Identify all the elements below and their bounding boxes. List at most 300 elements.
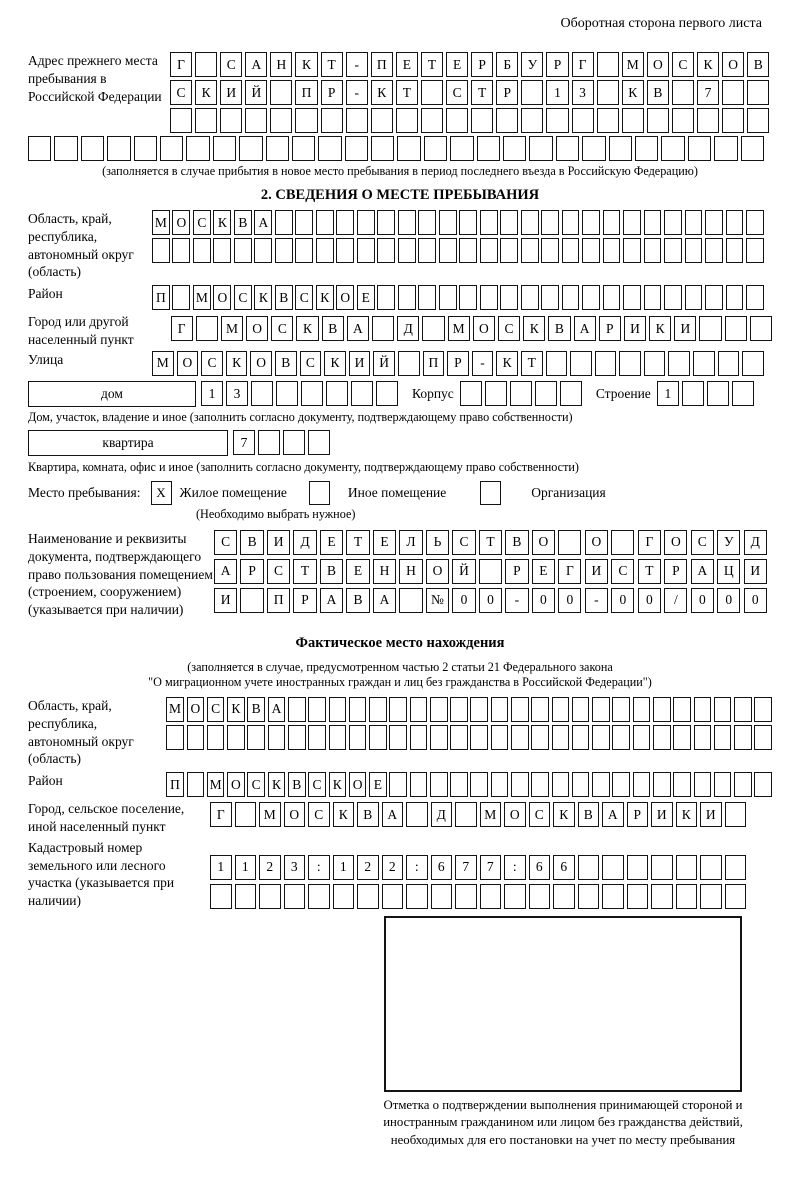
char-cell[interactable] bbox=[633, 772, 651, 797]
char-cell[interactable]: 3 bbox=[572, 80, 594, 105]
char-cell[interactable] bbox=[521, 80, 543, 105]
char-cell[interactable]: Й bbox=[373, 351, 395, 376]
char-cell[interactable]: К bbox=[553, 802, 575, 827]
char-cell[interactable] bbox=[318, 136, 341, 161]
char-cell[interactable] bbox=[673, 772, 691, 797]
char-cell[interactable]: Д bbox=[431, 802, 453, 827]
char-cell[interactable]: Д bbox=[293, 530, 316, 555]
char-cell[interactable]: 0 bbox=[452, 588, 475, 613]
char-cell[interactable] bbox=[234, 238, 252, 263]
char-cell[interactable] bbox=[546, 351, 568, 376]
char-cell[interactable] bbox=[742, 351, 764, 376]
char-cell[interactable]: П bbox=[423, 351, 445, 376]
char-cell[interactable] bbox=[455, 884, 477, 909]
char-cell[interactable]: А bbox=[268, 697, 286, 722]
char-cell[interactable] bbox=[697, 108, 719, 133]
char-cell[interactable]: С bbox=[234, 285, 252, 310]
char-cell[interactable]: О bbox=[336, 285, 354, 310]
char-cell[interactable]: О bbox=[722, 52, 744, 77]
char-cell[interactable] bbox=[511, 772, 529, 797]
char-cell[interactable] bbox=[633, 725, 651, 750]
char-cell[interactable]: В bbox=[247, 697, 265, 722]
char-cell[interactable]: С bbox=[247, 772, 265, 797]
char-cell[interactable] bbox=[633, 697, 651, 722]
kadastr-row-2[interactable] bbox=[210, 884, 746, 909]
char-cell[interactable]: О bbox=[473, 316, 495, 341]
char-cell[interactable]: 0 bbox=[611, 588, 634, 613]
char-cell[interactable]: С bbox=[672, 52, 694, 77]
fact-oblast-row-1[interactable] bbox=[166, 697, 772, 722]
char-cell[interactable] bbox=[622, 108, 644, 133]
char-cell[interactable] bbox=[207, 725, 225, 750]
char-cell[interactable] bbox=[500, 238, 518, 263]
char-cell[interactable] bbox=[754, 772, 772, 797]
char-cell[interactable] bbox=[651, 884, 673, 909]
char-cell[interactable] bbox=[700, 884, 722, 909]
char-cell[interactable] bbox=[644, 238, 662, 263]
char-cell[interactable]: Т bbox=[521, 351, 543, 376]
char-cell[interactable] bbox=[397, 136, 420, 161]
char-cell[interactable] bbox=[389, 697, 407, 722]
char-cell[interactable] bbox=[570, 351, 592, 376]
char-cell[interactable] bbox=[511, 697, 529, 722]
char-cell[interactable] bbox=[603, 285, 621, 310]
char-cell[interactable] bbox=[500, 210, 518, 235]
char-cell[interactable]: Й bbox=[245, 80, 267, 105]
char-cell[interactable] bbox=[213, 238, 231, 263]
char-cell[interactable]: А bbox=[574, 316, 596, 341]
char-cell[interactable] bbox=[491, 697, 509, 722]
char-cell[interactable] bbox=[529, 136, 552, 161]
char-cell[interactable] bbox=[406, 884, 428, 909]
char-cell[interactable] bbox=[439, 285, 457, 310]
char-cell[interactable]: 6 bbox=[529, 855, 551, 880]
char-cell[interactable] bbox=[477, 136, 500, 161]
char-cell[interactable] bbox=[602, 855, 624, 880]
char-cell[interactable] bbox=[389, 772, 407, 797]
char-cell[interactable] bbox=[746, 238, 764, 263]
char-cell[interactable]: У bbox=[521, 52, 543, 77]
char-cell[interactable] bbox=[558, 530, 581, 555]
char-cell[interactable] bbox=[597, 52, 619, 77]
char-cell[interactable] bbox=[235, 884, 257, 909]
char-cell[interactable] bbox=[688, 136, 711, 161]
char-cell[interactable] bbox=[725, 884, 747, 909]
char-cell[interactable]: : bbox=[504, 855, 526, 880]
char-cell[interactable] bbox=[541, 238, 559, 263]
char-cell[interactable] bbox=[644, 351, 666, 376]
char-cell[interactable] bbox=[369, 725, 387, 750]
char-cell[interactable]: Д bbox=[744, 530, 767, 555]
char-cell[interactable]: Т bbox=[421, 52, 443, 77]
char-cell[interactable] bbox=[220, 108, 242, 133]
char-cell[interactable] bbox=[705, 210, 723, 235]
char-cell[interactable] bbox=[268, 725, 286, 750]
char-cell[interactable] bbox=[521, 238, 539, 263]
char-cell[interactable] bbox=[700, 855, 722, 880]
char-cell[interactable] bbox=[210, 884, 232, 909]
char-cell[interactable]: 3 bbox=[284, 855, 306, 880]
char-cell[interactable] bbox=[439, 238, 457, 263]
char-cell[interactable]: Р bbox=[321, 80, 343, 105]
char-cell[interactable] bbox=[504, 884, 526, 909]
char-cell[interactable]: М bbox=[448, 316, 470, 341]
char-cell[interactable] bbox=[172, 285, 190, 310]
char-cell[interactable]: К bbox=[226, 351, 248, 376]
char-cell[interactable] bbox=[187, 772, 205, 797]
char-cell[interactable] bbox=[410, 725, 428, 750]
char-cell[interactable] bbox=[470, 697, 488, 722]
char-cell[interactable]: Р bbox=[471, 52, 493, 77]
char-cell[interactable]: Е bbox=[369, 772, 387, 797]
char-cell[interactable]: Е bbox=[396, 52, 418, 77]
char-cell[interactable] bbox=[398, 351, 420, 376]
char-cell[interactable] bbox=[653, 725, 671, 750]
char-cell[interactable] bbox=[480, 238, 498, 263]
char-cell[interactable] bbox=[295, 238, 313, 263]
char-cell[interactable]: А bbox=[602, 802, 624, 827]
char-cell[interactable] bbox=[562, 210, 580, 235]
char-cell[interactable]: Е bbox=[320, 530, 343, 555]
char-cell[interactable] bbox=[597, 80, 619, 105]
char-cell[interactable] bbox=[455, 802, 477, 827]
oblast-row-1[interactable] bbox=[152, 210, 764, 235]
char-cell[interactable] bbox=[521, 285, 539, 310]
char-cell[interactable]: К bbox=[254, 285, 272, 310]
char-cell[interactable] bbox=[661, 136, 684, 161]
char-cell[interactable] bbox=[406, 802, 428, 827]
char-cell[interactable]: 0 bbox=[691, 588, 714, 613]
char-cell[interactable] bbox=[491, 725, 509, 750]
char-cell[interactable]: 1 bbox=[235, 855, 257, 880]
char-cell[interactable] bbox=[582, 136, 605, 161]
char-cell[interactable]: № bbox=[426, 588, 449, 613]
char-cell[interactable] bbox=[572, 697, 590, 722]
char-cell[interactable]: М bbox=[193, 285, 211, 310]
char-cell[interactable] bbox=[693, 351, 715, 376]
char-cell[interactable]: С bbox=[300, 351, 322, 376]
char-cell[interactable]: Г bbox=[558, 559, 581, 584]
char-cell[interactable]: И bbox=[220, 80, 242, 105]
char-cell[interactable]: И bbox=[700, 802, 722, 827]
char-cell[interactable] bbox=[612, 697, 630, 722]
char-cell[interactable] bbox=[746, 210, 764, 235]
char-cell[interactable] bbox=[107, 136, 130, 161]
char-cell[interactable] bbox=[511, 725, 529, 750]
char-cell[interactable] bbox=[746, 285, 764, 310]
char-cell[interactable] bbox=[612, 772, 630, 797]
char-cell[interactable]: 1 bbox=[210, 855, 232, 880]
dom-cells[interactable] bbox=[201, 381, 398, 406]
char-cell[interactable] bbox=[722, 108, 744, 133]
char-cell[interactable] bbox=[275, 238, 293, 263]
stroenie-cells[interactable] bbox=[657, 381, 754, 406]
char-cell[interactable]: С bbox=[529, 802, 551, 827]
korpus-cells[interactable] bbox=[460, 381, 582, 406]
other-premises-checkbox[interactable] bbox=[309, 481, 330, 505]
char-cell[interactable] bbox=[685, 238, 703, 263]
char-cell[interactable]: Г bbox=[210, 802, 232, 827]
char-cell[interactable] bbox=[283, 430, 305, 455]
char-cell[interactable]: А bbox=[691, 559, 714, 584]
char-cell[interactable] bbox=[612, 725, 630, 750]
char-cell[interactable]: О bbox=[647, 52, 669, 77]
char-cell[interactable] bbox=[439, 210, 457, 235]
char-cell[interactable]: О bbox=[172, 210, 190, 235]
char-cell[interactable] bbox=[424, 136, 447, 161]
char-cell[interactable]: И bbox=[624, 316, 646, 341]
char-cell[interactable]: В bbox=[240, 530, 263, 555]
char-cell[interactable] bbox=[270, 80, 292, 105]
char-cell[interactable] bbox=[552, 725, 570, 750]
char-cell[interactable] bbox=[459, 285, 477, 310]
char-cell[interactable] bbox=[562, 285, 580, 310]
char-cell[interactable]: Т bbox=[346, 530, 369, 555]
char-cell[interactable]: - bbox=[585, 588, 608, 613]
char-cell[interactable] bbox=[541, 210, 559, 235]
char-cell[interactable]: Г bbox=[171, 316, 193, 341]
char-cell[interactable]: В bbox=[747, 52, 769, 77]
char-cell[interactable]: О bbox=[187, 697, 205, 722]
char-cell[interactable] bbox=[152, 238, 170, 263]
char-cell[interactable] bbox=[410, 772, 428, 797]
char-cell[interactable]: 2 bbox=[382, 855, 404, 880]
fact-raion-row[interactable] bbox=[166, 772, 772, 797]
char-cell[interactable] bbox=[292, 136, 315, 161]
char-cell[interactable]: Е bbox=[357, 285, 375, 310]
char-cell[interactable] bbox=[619, 351, 641, 376]
char-cell[interactable] bbox=[627, 855, 649, 880]
char-cell[interactable]: И bbox=[585, 559, 608, 584]
char-cell[interactable]: М bbox=[259, 802, 281, 827]
char-cell[interactable]: 0 bbox=[479, 588, 502, 613]
char-cell[interactable] bbox=[288, 697, 306, 722]
char-cell[interactable] bbox=[714, 772, 732, 797]
char-cell[interactable]: Р bbox=[599, 316, 621, 341]
char-cell[interactable] bbox=[470, 772, 488, 797]
char-cell[interactable] bbox=[705, 285, 723, 310]
char-cell[interactable]: П bbox=[295, 80, 317, 105]
oblast-row-2[interactable] bbox=[152, 238, 764, 263]
char-cell[interactable] bbox=[316, 210, 334, 235]
char-cell[interactable] bbox=[552, 772, 570, 797]
char-cell[interactable] bbox=[28, 136, 51, 161]
char-cell[interactable] bbox=[592, 772, 610, 797]
char-cell[interactable] bbox=[430, 725, 448, 750]
char-cell[interactable] bbox=[326, 381, 348, 406]
char-cell[interactable]: Д bbox=[397, 316, 419, 341]
fact-oblast-row-2[interactable] bbox=[166, 725, 772, 750]
char-cell[interactable]: Р bbox=[505, 559, 528, 584]
gorod-row[interactable] bbox=[171, 316, 773, 341]
char-cell[interactable] bbox=[592, 725, 610, 750]
char-cell[interactable]: Е bbox=[532, 559, 555, 584]
char-cell[interactable] bbox=[480, 884, 502, 909]
char-cell[interactable]: И bbox=[651, 802, 673, 827]
char-cell[interactable]: Е bbox=[446, 52, 468, 77]
char-cell[interactable] bbox=[685, 285, 703, 310]
char-cell[interactable]: Р bbox=[627, 802, 649, 827]
char-cell[interactable] bbox=[421, 80, 443, 105]
char-cell[interactable]: Ц bbox=[717, 559, 740, 584]
char-cell[interactable] bbox=[308, 430, 330, 455]
char-cell[interactable]: О bbox=[246, 316, 268, 341]
char-cell[interactable] bbox=[572, 772, 590, 797]
char-cell[interactable] bbox=[531, 697, 549, 722]
char-cell[interactable]: Т bbox=[321, 52, 343, 77]
char-cell[interactable] bbox=[725, 316, 747, 341]
char-cell[interactable] bbox=[754, 725, 772, 750]
char-cell[interactable] bbox=[422, 316, 444, 341]
char-cell[interactable] bbox=[726, 238, 744, 263]
char-cell[interactable]: К bbox=[227, 697, 245, 722]
char-cell[interactable] bbox=[270, 108, 292, 133]
char-cell[interactable] bbox=[503, 136, 526, 161]
char-cell[interactable] bbox=[734, 725, 752, 750]
char-cell[interactable]: М bbox=[166, 697, 184, 722]
char-cell[interactable]: О bbox=[349, 772, 367, 797]
char-cell[interactable]: К bbox=[316, 285, 334, 310]
char-cell[interactable]: Е bbox=[346, 559, 369, 584]
char-cell[interactable]: О bbox=[504, 802, 526, 827]
char-cell[interactable]: Р bbox=[546, 52, 568, 77]
char-cell[interactable] bbox=[676, 855, 698, 880]
char-cell[interactable] bbox=[714, 725, 732, 750]
char-cell[interactable] bbox=[259, 884, 281, 909]
prev-address-row-2[interactable] bbox=[170, 80, 769, 105]
char-cell[interactable]: И bbox=[267, 530, 290, 555]
char-cell[interactable]: К bbox=[333, 802, 355, 827]
kvartira-cells[interactable] bbox=[233, 430, 330, 455]
char-cell[interactable] bbox=[333, 884, 355, 909]
raion-row[interactable] bbox=[152, 285, 764, 310]
char-cell[interactable] bbox=[653, 772, 671, 797]
char-cell[interactable] bbox=[245, 108, 267, 133]
char-cell[interactable]: М bbox=[622, 52, 644, 77]
char-cell[interactable]: К bbox=[496, 351, 518, 376]
char-cell[interactable]: А bbox=[373, 588, 396, 613]
char-cell[interactable]: Т bbox=[471, 80, 493, 105]
char-cell[interactable] bbox=[377, 238, 395, 263]
char-cell[interactable] bbox=[357, 238, 375, 263]
char-cell[interactable] bbox=[651, 855, 673, 880]
char-cell[interactable] bbox=[396, 108, 418, 133]
char-cell[interactable] bbox=[377, 210, 395, 235]
char-cell[interactable] bbox=[754, 697, 772, 722]
char-cell[interactable]: К bbox=[295, 52, 317, 77]
char-cell[interactable] bbox=[430, 697, 448, 722]
char-cell[interactable] bbox=[195, 52, 217, 77]
char-cell[interactable]: В bbox=[505, 530, 528, 555]
char-cell[interactable]: В bbox=[578, 802, 600, 827]
doc-row-3[interactable] bbox=[214, 588, 767, 613]
char-cell[interactable] bbox=[685, 210, 703, 235]
char-cell[interactable]: Р bbox=[496, 80, 518, 105]
char-cell[interactable]: И bbox=[674, 316, 696, 341]
char-cell[interactable]: К bbox=[296, 316, 318, 341]
char-cell[interactable] bbox=[521, 108, 543, 133]
char-cell[interactable] bbox=[644, 210, 662, 235]
char-cell[interactable]: 1 bbox=[201, 381, 223, 406]
char-cell[interactable]: 1 bbox=[657, 381, 679, 406]
char-cell[interactable] bbox=[450, 697, 468, 722]
char-cell[interactable] bbox=[247, 725, 265, 750]
char-cell[interactable] bbox=[676, 884, 698, 909]
char-cell[interactable] bbox=[460, 381, 482, 406]
char-cell[interactable]: Н bbox=[399, 559, 422, 584]
char-cell[interactable] bbox=[553, 884, 575, 909]
char-cell[interactable] bbox=[372, 316, 394, 341]
char-cell[interactable] bbox=[750, 316, 772, 341]
char-cell[interactable] bbox=[496, 108, 518, 133]
char-cell[interactable] bbox=[597, 108, 619, 133]
char-cell[interactable] bbox=[734, 697, 752, 722]
char-cell[interactable]: С bbox=[452, 530, 475, 555]
char-cell[interactable] bbox=[308, 697, 326, 722]
char-cell[interactable] bbox=[295, 210, 313, 235]
char-cell[interactable] bbox=[254, 238, 272, 263]
char-cell[interactable] bbox=[421, 108, 443, 133]
char-cell[interactable] bbox=[172, 238, 190, 263]
char-cell[interactable]: 0 bbox=[717, 588, 740, 613]
char-cell[interactable] bbox=[170, 108, 192, 133]
organization-checkbox[interactable] bbox=[480, 481, 501, 505]
char-cell[interactable]: М bbox=[152, 351, 174, 376]
char-cell[interactable] bbox=[308, 884, 330, 909]
char-cell[interactable] bbox=[582, 238, 600, 263]
char-cell[interactable] bbox=[644, 285, 662, 310]
char-cell[interactable] bbox=[726, 285, 744, 310]
kadastr-row-1[interactable] bbox=[210, 855, 746, 880]
char-cell[interactable] bbox=[552, 697, 570, 722]
char-cell[interactable]: С bbox=[308, 772, 326, 797]
char-cell[interactable] bbox=[459, 210, 477, 235]
char-cell[interactable] bbox=[718, 351, 740, 376]
char-cell[interactable]: Г bbox=[170, 52, 192, 77]
char-cell[interactable] bbox=[160, 136, 183, 161]
char-cell[interactable]: 1 bbox=[546, 80, 568, 105]
char-cell[interactable] bbox=[707, 381, 729, 406]
char-cell[interactable]: 7 bbox=[697, 80, 719, 105]
char-cell[interactable] bbox=[418, 285, 436, 310]
char-cell[interactable]: К bbox=[649, 316, 671, 341]
char-cell[interactable] bbox=[193, 238, 211, 263]
char-cell[interactable] bbox=[336, 238, 354, 263]
char-cell[interactable]: 7 bbox=[480, 855, 502, 880]
ulitsa-row[interactable] bbox=[152, 351, 764, 376]
char-cell[interactable]: С bbox=[207, 697, 225, 722]
char-cell[interactable]: 7 bbox=[233, 430, 255, 455]
char-cell[interactable]: П bbox=[166, 772, 184, 797]
char-cell[interactable]: С bbox=[267, 559, 290, 584]
char-cell[interactable]: В bbox=[320, 559, 343, 584]
char-cell[interactable] bbox=[81, 136, 104, 161]
char-cell[interactable]: 0 bbox=[638, 588, 661, 613]
char-cell[interactable]: К bbox=[324, 351, 346, 376]
char-cell[interactable]: К bbox=[523, 316, 545, 341]
char-cell[interactable]: С bbox=[271, 316, 293, 341]
char-cell[interactable] bbox=[357, 884, 379, 909]
char-cell[interactable]: Б bbox=[496, 52, 518, 77]
char-cell[interactable] bbox=[521, 210, 539, 235]
char-cell[interactable]: А bbox=[245, 52, 267, 77]
char-cell[interactable]: С bbox=[308, 802, 330, 827]
char-cell[interactable] bbox=[673, 697, 691, 722]
char-cell[interactable] bbox=[491, 772, 509, 797]
char-cell[interactable]: Л bbox=[399, 530, 422, 555]
char-cell[interactable] bbox=[382, 884, 404, 909]
char-cell[interactable] bbox=[346, 108, 368, 133]
